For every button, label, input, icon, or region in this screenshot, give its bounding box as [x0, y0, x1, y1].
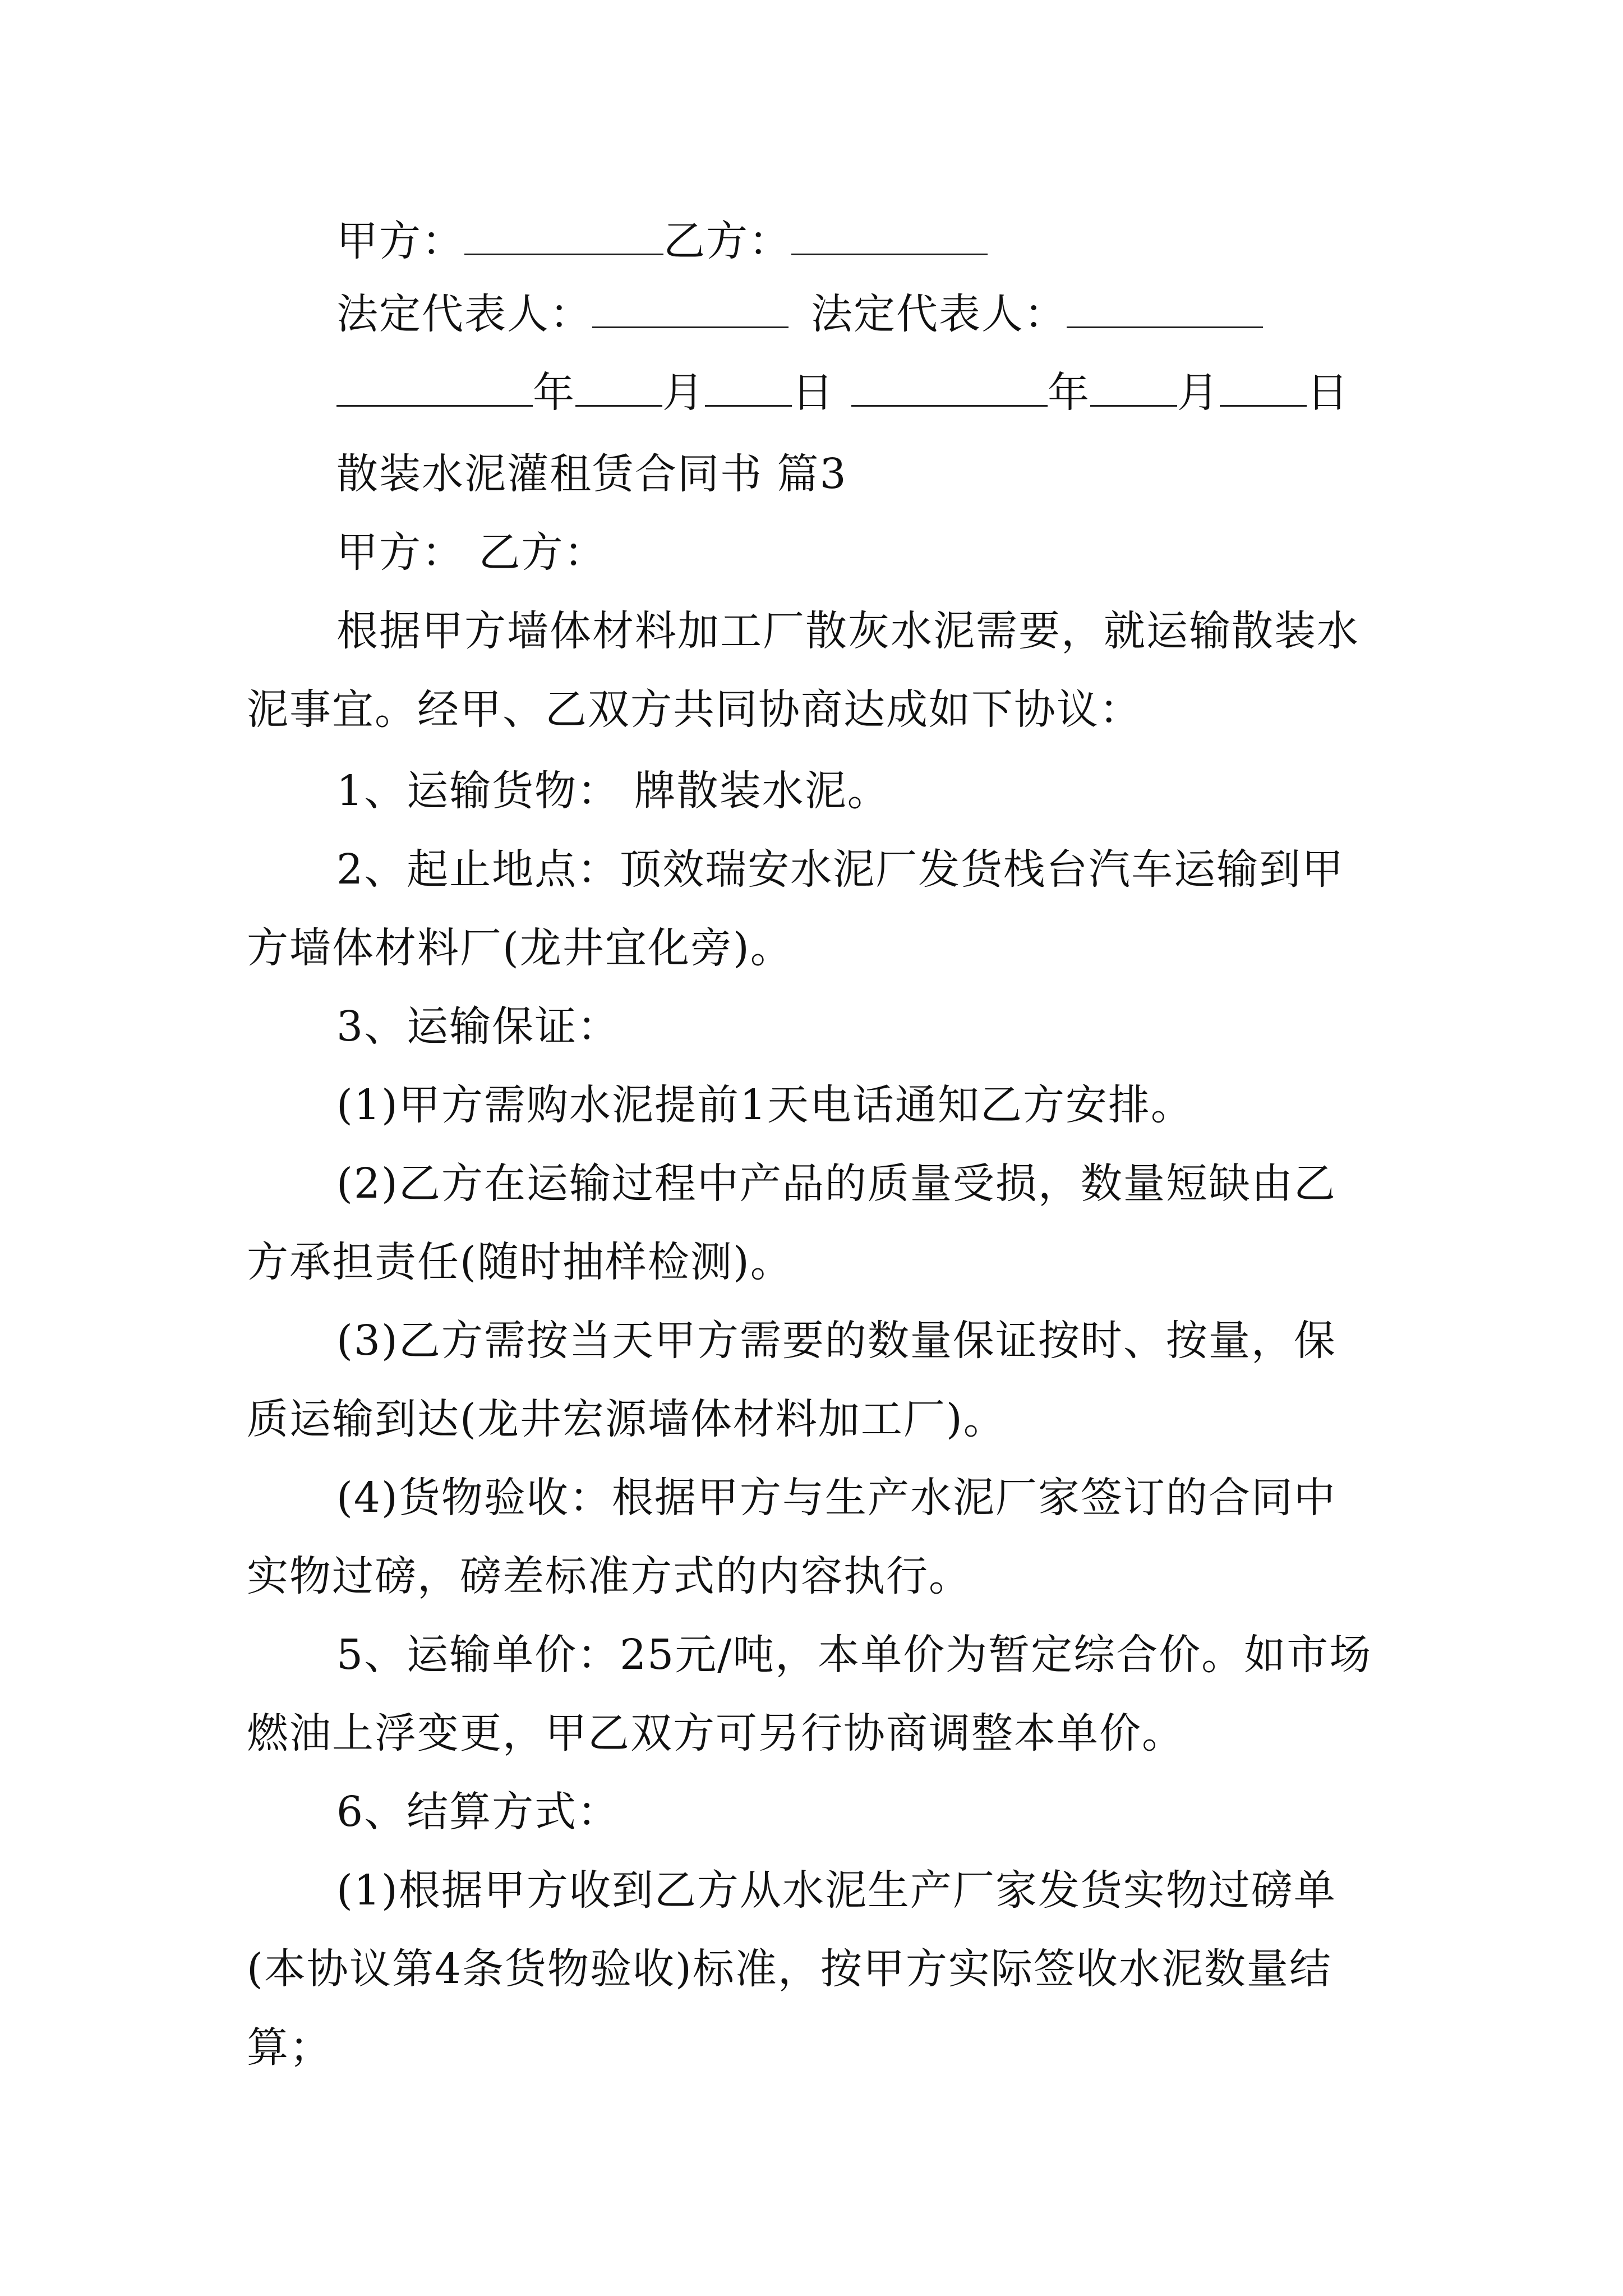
party-b-label: 乙方：: [663, 217, 791, 265]
paragraph-line: 算；: [247, 2023, 332, 2072]
party-a-blank: [464, 214, 663, 255]
paragraph-line: 根据甲方墙体材料加工厂散灰水泥需要，就运输散装水: [336, 607, 1359, 655]
legal-rep-b-label: 法定代表人：: [811, 290, 1067, 338]
paragraph-line: (本协议第4条货物验收)标准，按甲方实际签收水泥数量结: [247, 1945, 1332, 1993]
legal-rep-line: [336, 286, 1263, 342]
paragraph-line: (4)货物验收：根据甲方与生产水泥厂家签订的合同中: [336, 1474, 1336, 1522]
legal-rep-a-blank: [592, 287, 789, 328]
day-b-label: 日: [1307, 369, 1349, 417]
legal-rep-b-blank: [1067, 287, 1263, 328]
paragraph-line: 6、结算方式：: [336, 1788, 620, 1836]
paragraph-line: 5、运输单价：25元/吨，本单价为暂定综合价。如市场: [336, 1631, 1372, 1679]
date-line: [336, 365, 1349, 421]
month-b-label: 月: [1177, 369, 1220, 417]
month-a-label: 月: [662, 369, 705, 417]
party-b-blank: [791, 214, 988, 255]
year-a-label: 年: [533, 369, 575, 417]
paragraph-line: 1、运输货物： 牌散装水泥。: [336, 767, 890, 815]
paragraph-line: 3、运输保证：: [336, 1002, 620, 1051]
paragraph-line: (2)乙方在运输过程中产品的质量受损，数量短缺由乙: [336, 1159, 1336, 1208]
paragraph-line: 方墙体材料厂(龙井宜化旁)。: [247, 924, 793, 972]
year-a-blank: [336, 366, 533, 407]
party-signature-line: [336, 213, 988, 269]
day-a-blank: [705, 366, 792, 407]
paragraph-line: 泥事宜。经甲、乙双方共同协商达成如下协议：: [247, 685, 1142, 734]
day-b-blank: [1220, 366, 1307, 407]
paragraph-line: 燃油上浮变更，甲乙双方可另行协商调整本单价。: [247, 1709, 1184, 1757]
paragraph-line: (1)甲方需购水泥提前1天电话通知乙方安排。: [336, 1081, 1193, 1129]
paragraph-line: 方承担责任(随时抽样检测)。: [247, 1238, 793, 1286]
legal-rep-a-label: 法定代表人：: [336, 290, 592, 338]
year-b-label: 年: [1048, 369, 1090, 417]
party-a-label: 甲方：: [336, 217, 464, 265]
paragraph-line: 2、起止地点：顶效瑞安水泥厂发货栈台汽车运输到甲: [336, 845, 1345, 894]
parties-line: 甲方： 乙方：: [336, 528, 607, 577]
month-b-blank: [1090, 366, 1177, 407]
paragraph-line: (3)乙方需按当天甲方需要的数量保证按时、按量，保: [336, 1317, 1336, 1365]
month-a-blank: [575, 366, 662, 407]
paragraph-line: 实物过磅，磅差标准方式的内容执行。: [247, 1552, 971, 1600]
section-title: 散装水泥灌租赁合同书 篇3: [336, 450, 847, 498]
paragraph-line: (1)根据甲方收到乙方从水泥生产厂家发货实物过磅单: [336, 1866, 1336, 1915]
year-b-blank: [851, 366, 1048, 407]
paragraph-line: 质运输到达(龙井宏源墙体材料加工厂)。: [247, 1395, 1006, 1443]
day-a-label: 日: [792, 369, 834, 417]
